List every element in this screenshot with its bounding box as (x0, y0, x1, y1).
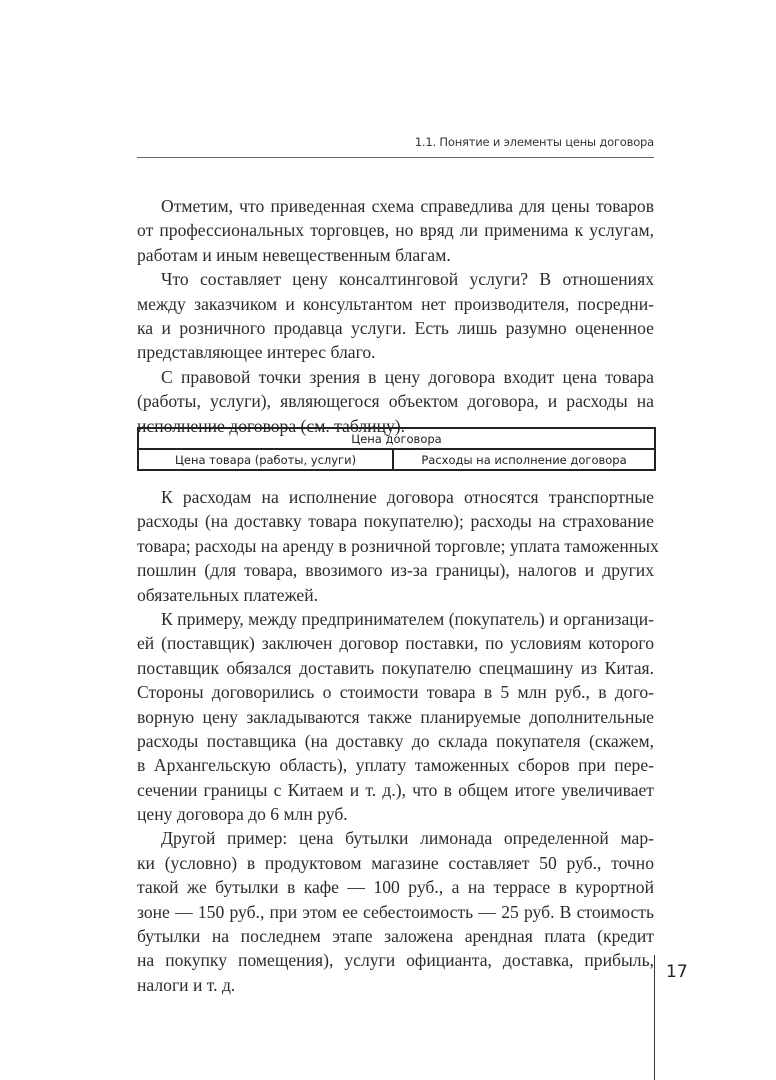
text-line: от профессиональных торговцев, но вряд ли применима к услугам, (137, 220, 654, 241)
text-line: К расходам на исполнение договора относятся транспортные (161, 487, 654, 507)
text-line: ка и розничного продавца услуги. Есть лишь разумно оцененное (137, 317, 654, 338)
text-line: Отметим, что приведенная схема справедлива для цены товаров (161, 196, 654, 216)
text-line: обязательных платежей. (137, 584, 319, 605)
text-line: пошлин (для товара, ввозимого из-за границы), налогов и других (137, 560, 654, 581)
running-header: 1.1. Понятие и элементы цены договора (414, 135, 654, 149)
page-number: 17 (666, 962, 688, 982)
text-line: налоги и т. д. (137, 974, 236, 995)
text-line: товара; расходы на аренду в розничной торговле; уплата таможенных (137, 535, 659, 556)
text-line: расходы поставщика (на доставку до склада покупателя (скажем, (137, 730, 654, 751)
page-number-rule (654, 955, 655, 1080)
body-text-block-1 (137, 194, 654, 438)
table-cell-performance-costs: Расходы на исполнение договора (421, 452, 627, 467)
table-header-row (139, 429, 654, 448)
text-line: С правовой точки зрения в цену договора входит цена товара (161, 366, 654, 387)
header-rule (137, 157, 654, 158)
text-line: цену договора до 6 млн руб. (137, 804, 348, 825)
text-line: между заказчиком и консультантом нет производителя, посредни- (137, 293, 654, 314)
text-line: Что составляет цену консалтинговой услуги? В отношениях (161, 269, 654, 290)
text-line: ей (поставщик) заключен договор поставки, по условиям которого (137, 633, 654, 654)
text-line: (работы, услуги), являющегося объектом договора, и расходы на (137, 391, 654, 412)
text-line: сечении границы с Китаем и т. д.), что в общем итоге увеличивает (137, 779, 654, 800)
text-line: представляющее интерес благо. (137, 342, 376, 363)
body-text-block-2 (137, 485, 659, 997)
text-line: зоне — 150 руб., при этом ее себестоимость — 25 руб. В стоимость (137, 901, 654, 922)
text-line: ворную цену закладываются также планируемые дополнительные (137, 706, 654, 727)
text-line: в Архангельскую область), уплату таможенных сборов при пере- (137, 755, 654, 776)
text-line: ки (условно) в продуктовом магазине составляет 50 руб., точно (137, 852, 654, 873)
table-cell-goods-price: Цена товара (работы, услуги) (139, 450, 394, 469)
table-header-cell: Цена договора (351, 431, 442, 446)
text-line: бутылки на последнем этапе заложена арендная плата (кредит (137, 926, 654, 947)
text-line: на покупку помещения), услуги официанта, доставка, прибыль, (137, 950, 654, 971)
text-line: Стороны договорились о стоимости товара в 5 млн руб., в дого- (137, 682, 654, 703)
price-table (137, 427, 656, 471)
text-line: расходы (на доставку товара покупателю); расходы на страхование (137, 511, 654, 532)
text-line: К примеру, между предпринимателем (покупатель) и организаци- (161, 608, 654, 629)
text-line: поставщик обязался доставить покупателю спецмашину из Китая. (137, 657, 654, 678)
text-line: работам и иным невещественным благам. (137, 244, 451, 265)
text-line: Другой пример: цена бутылки лимонада определенной мар- (161, 828, 654, 849)
text-line: исполнение договора (см. таблицу). (137, 415, 406, 436)
text-line: такой же бутылки в кафе — 100 руб., а на террасе в курортной (137, 877, 654, 898)
table-row (139, 448, 654, 469)
